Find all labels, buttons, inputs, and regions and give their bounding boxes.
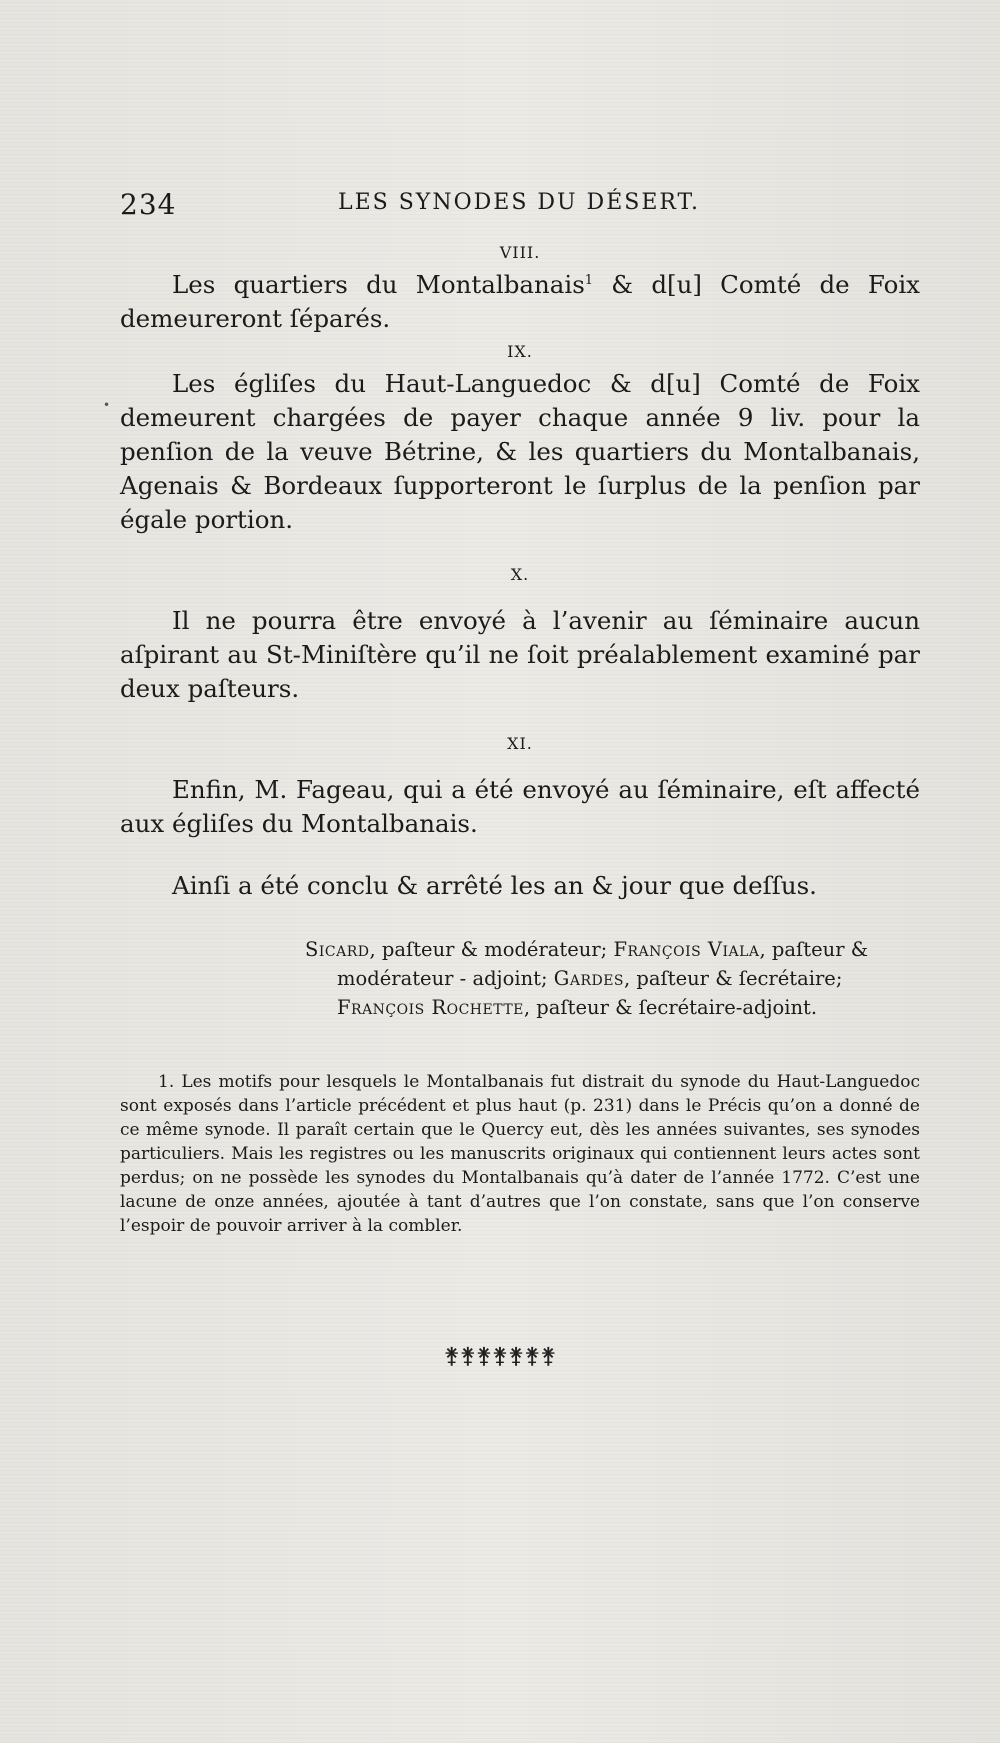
footnote-reference: 1 bbox=[584, 272, 594, 288]
article-x-text: Il ne pourra être envoyé à l’avenir au ſéminaire aucun aſpirant au St-Miniſtère qu’il ne ſoit préalablement examiné par deux paſteurs. bbox=[120, 606, 920, 703]
article-heading-viii: VIII. bbox=[499, 243, 541, 262]
signatory-name: François Viala bbox=[613, 938, 760, 961]
footnote-text: Les motifs pour lesquels le Montalbanais fut distrait du synode du Haut-Languedoc sont exposés dans l’article précédent et plus haut (p. 231) dans le Précis qu’on a donné de ce même synode. Il paraît certain que le Quercy eut, dès les années suivantes, ses synodes particuliers. Mais les registres ou les manuscrits originaux qui contiennent leurs actes sont perdus; on ne possède les synodes du Montalbanais qu’à dater de l’année 1772. C’est une lacune de onze années, ajoutée à tant d’autres que l’on constate, sans que l’on conserve l’espoir de pouvoir arriver à la combler. bbox=[120, 1072, 921, 1236]
article-viii-text: Les quartiers du Montalbanais$^1$ & d[u] Comté de Foix demeureront ſéparés. bbox=[120, 270, 920, 333]
footnote-marker: 1. bbox=[158, 1072, 175, 1092]
article-heading-xi: XI. bbox=[507, 734, 533, 753]
article-heading-ix: IX. bbox=[507, 342, 533, 361]
page-header bbox=[120, 188, 918, 228]
signatory-name: Sicard bbox=[305, 938, 370, 961]
signatory-name: François Rochette bbox=[337, 996, 524, 1019]
footnote bbox=[120, 1070, 920, 1238]
signatory-name: Gardes bbox=[553, 967, 625, 990]
signatures-block bbox=[305, 935, 915, 1022]
article-ix-text: Les égliſes du Haut-Languedoc & d[u] Comté de Foix demeurent chargées de payer chaque année 9 liv. pour la penſion de la veuve Bétrine, & les quartiers du Montalbanais, Agenais & Bordeaux ſupporteront le ſurplus de la penſion par égale portion. bbox=[120, 369, 920, 534]
signature-line: Sicard, paſteur & modérateur; François Viala, paſteur & bbox=[305, 938, 869, 961]
stray-mark: • bbox=[103, 398, 111, 412]
body-text bbox=[120, 243, 920, 1255]
signature-line: François Rochette, paſteur & ſecrétaire-adjoint. bbox=[337, 996, 818, 1019]
signature-line: modérateur - adjoint; Gardes, paſteur & ſecrétaire; bbox=[337, 967, 843, 990]
article-heading-x: X. bbox=[510, 565, 530, 584]
ornament-divider: ⚵⚵⚵⚵⚵⚵⚵ bbox=[443, 1344, 557, 1369]
running-title: LES SYNODES DU DÉSERT. bbox=[338, 190, 700, 215]
page-number: 234 bbox=[120, 188, 177, 221]
article-xi-text: Enfin, M. Fageau, qui a été envoyé au ſéminaire, eſt affecté aux égliſes du Montalbanais. bbox=[120, 775, 920, 838]
closing-statement: Ainſi a été conclu & arrêté les an & jour que deſſus. bbox=[172, 871, 817, 900]
